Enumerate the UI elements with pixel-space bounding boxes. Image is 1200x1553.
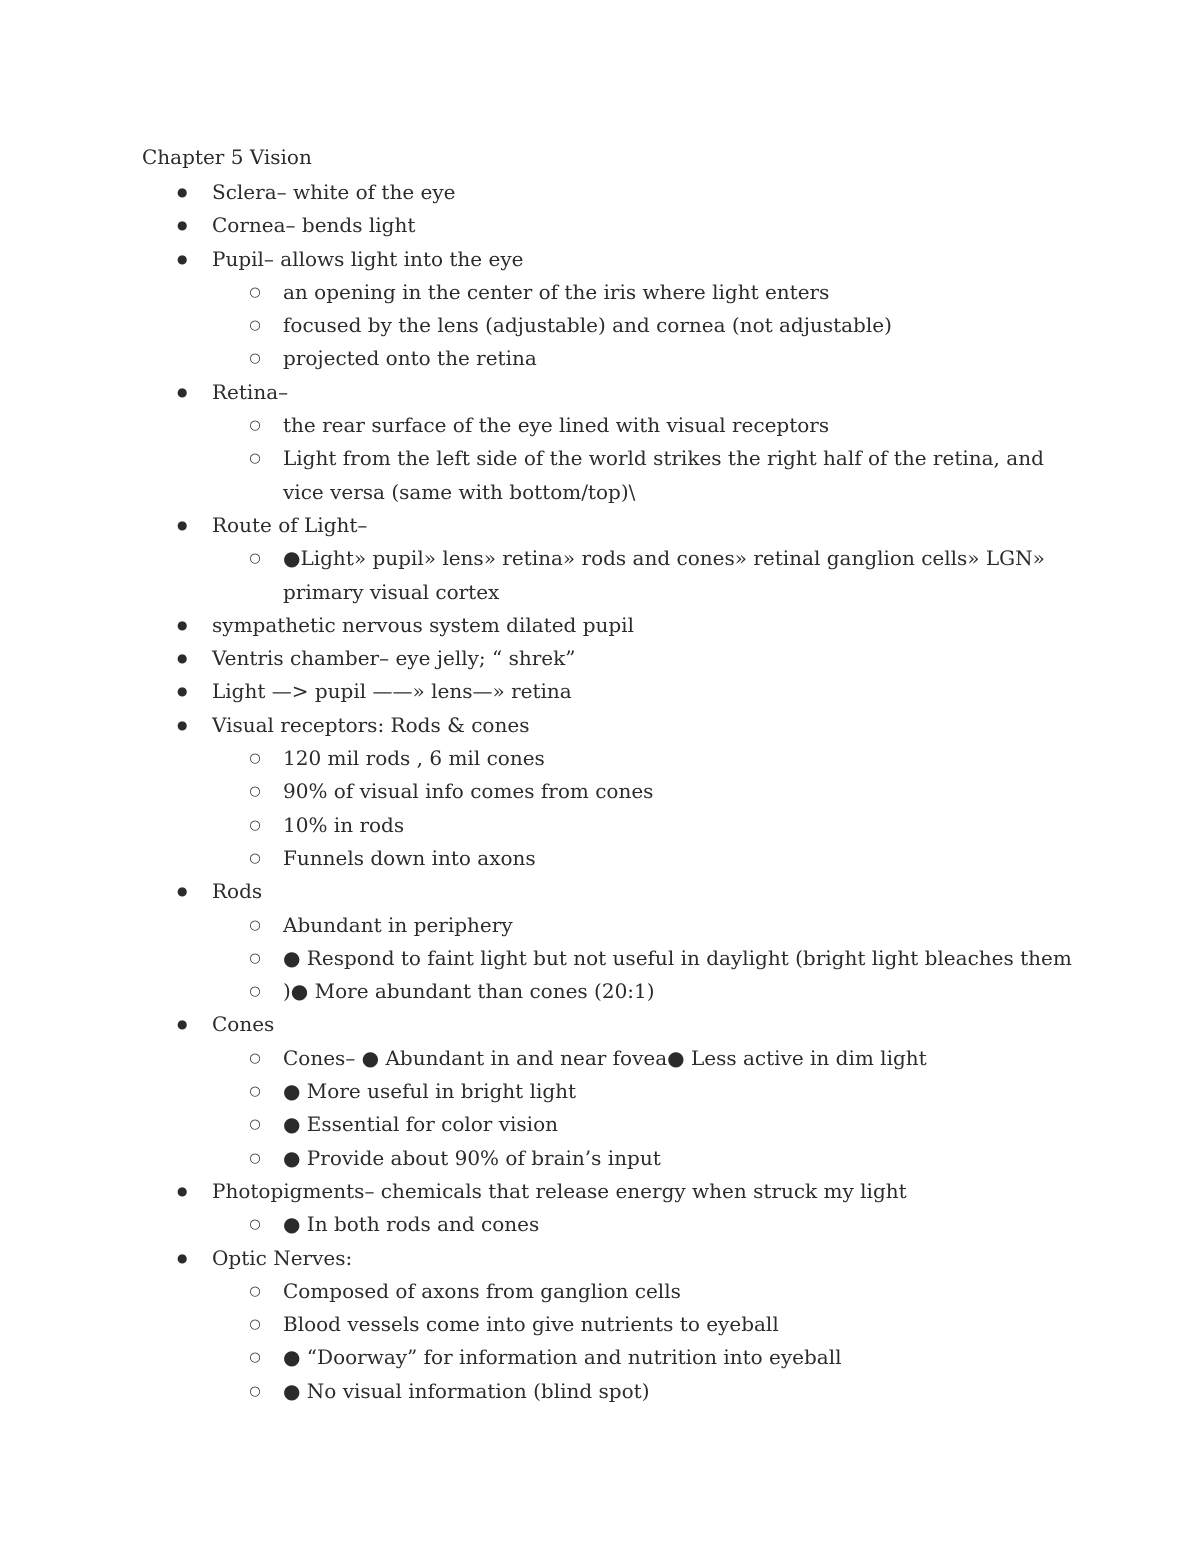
sub-bullet-marker: ○	[249, 950, 261, 966]
bullet-marker: ●	[177, 617, 188, 632]
bullet-item	[0, 675, 1200, 708]
item-text: Abundant in periphery	[283, 912, 513, 937]
item-text: Route of Light–	[212, 512, 368, 537]
bullet-marker: ●	[177, 1017, 188, 1032]
sub-bullet-item	[0, 1075, 1200, 1108]
item-text: Pupil– allows light into the eye	[212, 246, 524, 271]
item-text: ● In both rods and cones	[283, 1212, 540, 1237]
bullet-item	[0, 642, 1200, 675]
sub-bullet-marker: ○	[249, 850, 261, 866]
sub-bullet-item	[0, 276, 1200, 309]
sub-bullet-marker: ○	[249, 817, 261, 833]
sub-bullet-marker: ○	[249, 318, 261, 334]
sub-bullet-marker: ○	[249, 1150, 261, 1166]
notes-list	[0, 176, 1200, 1408]
bullet-item	[0, 209, 1200, 242]
item-text: 10% in rods	[283, 812, 405, 837]
bullet-item	[0, 176, 1200, 209]
item-text: ● More useful in bright light	[283, 1079, 577, 1104]
item-text: Ventris chamber– eye jelly; “ shrek”	[212, 646, 576, 671]
sub-bullet-marker: ○	[249, 1117, 261, 1133]
item-text: Rods	[212, 879, 263, 904]
item-text: ● Essential for color vision	[283, 1112, 558, 1137]
item-text: ● Respond to faint light but not useful in daylight (bright light bleaches them	[283, 945, 1072, 970]
sub-bullet-marker: ○	[249, 784, 261, 800]
sub-bullet-item	[0, 1341, 1200, 1374]
sub-bullet-item	[0, 742, 1200, 775]
bullet-marker: ●	[177, 884, 188, 899]
sub-bullet-item	[0, 309, 1200, 342]
item-text: Sclera– white of the eye	[212, 180, 456, 204]
sub-bullet-marker: ○	[249, 1317, 261, 1333]
item-text: Cornea– bends light	[212, 213, 416, 238]
bullet-marker: ●	[177, 651, 188, 666]
sub-bullet-item	[0, 1042, 1200, 1075]
item-text: ●Light» pupil» lens» retina» rods and cones» retinal ganglion cells» LGN» primary visual cortex	[283, 546, 1045, 604]
sub-bullet-item	[0, 1142, 1200, 1175]
item-text: ● “Doorway” for information and nutrition into eyeball	[283, 1345, 842, 1370]
sub-bullet-marker: ○	[249, 284, 261, 300]
item-text: Blood vessels come into give nutrients to eyeball	[283, 1312, 779, 1337]
sub-bullet-item	[0, 842, 1200, 875]
bullet-marker: ●	[177, 384, 188, 399]
bullet-marker: ●	[177, 517, 188, 532]
item-text: 120 mil rods , 6 mil cones	[283, 746, 545, 771]
item-text: focused by the lens (adjustable) and cornea (not adjustable)	[283, 313, 892, 338]
bullet-marker: ●	[177, 218, 188, 233]
bullet-marker: ●	[177, 1183, 188, 1198]
sub-bullet-marker: ○	[249, 418, 261, 434]
sub-bullet-item	[0, 909, 1200, 942]
sub-bullet-marker: ○	[249, 351, 261, 367]
sub-bullet-marker: ○	[249, 1383, 261, 1399]
sub-bullet-marker: ○	[249, 1350, 261, 1366]
sub-bullet-item	[0, 1308, 1200, 1341]
sub-bullet-marker: ○	[249, 1084, 261, 1100]
bullet-item	[0, 875, 1200, 908]
item-text: )● More abundant than cones (20:1)	[283, 979, 655, 1004]
sub-bullet-item	[0, 809, 1200, 842]
item-text: Light from the left side of the world strikes the right half of the retina, and vice versa (same with bottom/top)\	[283, 446, 1044, 504]
sub-bullet-item	[0, 975, 1200, 1008]
item-text: ● No visual information (blind spot)	[283, 1378, 650, 1403]
page-title: Chapter 5 Vision	[142, 145, 312, 169]
sub-bullet-item	[0, 1375, 1200, 1408]
item-text: Funnels down into axons	[283, 845, 536, 870]
bullet-item	[0, 376, 1200, 409]
sub-bullet-item	[0, 1275, 1200, 1308]
sub-bullet-item	[0, 942, 1200, 975]
item-text: ● Provide about 90% of brain’s input	[283, 1145, 661, 1170]
sub-bullet-marker: ○	[249, 751, 261, 767]
sub-bullet-item	[0, 542, 1200, 609]
sub-bullet-item	[0, 409, 1200, 442]
sub-bullet-marker: ○	[249, 451, 261, 467]
item-text: Retina–	[212, 379, 289, 404]
sub-bullet-marker: ○	[249, 984, 261, 1000]
bullet-marker: ●	[177, 717, 188, 732]
item-text: Visual receptors: Rods & cones	[212, 712, 530, 737]
item-text: the rear surface of the eye lined with visual receptors	[283, 413, 830, 438]
bullet-marker: ●	[177, 1250, 188, 1265]
item-text: an opening in the center of the iris where light enters	[283, 279, 830, 304]
item-text: Cones– ● Abundant in and near fovea● Less active in dim light	[283, 1045, 927, 1070]
sub-bullet-marker: ○	[249, 917, 261, 933]
sub-bullet-item	[0, 442, 1200, 509]
bullet-item	[0, 1175, 1200, 1208]
sub-bullet-item	[0, 1208, 1200, 1241]
bullet-item	[0, 609, 1200, 642]
item-text: projected onto the retina	[283, 346, 537, 371]
sub-bullet-marker: ○	[249, 1050, 261, 1066]
bullet-marker: ●	[177, 684, 188, 699]
sub-bullet-marker: ○	[249, 1217, 261, 1233]
item-text: 90% of visual info comes from cones	[283, 779, 654, 804]
sub-bullet-marker: ○	[249, 1283, 261, 1299]
sub-bullet-marker: ○	[249, 551, 261, 567]
item-text: Composed of axons from ganglion cells	[283, 1278, 681, 1303]
bullet-marker: ●	[177, 185, 188, 199]
item-text: Light —> pupil ——» lens—» retina	[212, 679, 572, 704]
item-text: Photopigments– chemicals that release energy when struck my light	[212, 1178, 907, 1203]
sub-bullet-item	[0, 342, 1200, 375]
bullet-item	[0, 509, 1200, 542]
item-text: Optic Nerves:	[212, 1245, 353, 1270]
bullet-item	[0, 1242, 1200, 1275]
bullet-marker: ●	[177, 251, 188, 266]
item-text: Cones	[212, 1012, 275, 1037]
sub-bullet-item	[0, 1108, 1200, 1141]
bullet-item	[0, 243, 1200, 276]
item-text: sympathetic nervous system dilated pupil	[212, 612, 634, 637]
bullet-item	[0, 1008, 1200, 1041]
sub-bullet-item	[0, 775, 1200, 808]
bullet-item	[0, 709, 1200, 742]
